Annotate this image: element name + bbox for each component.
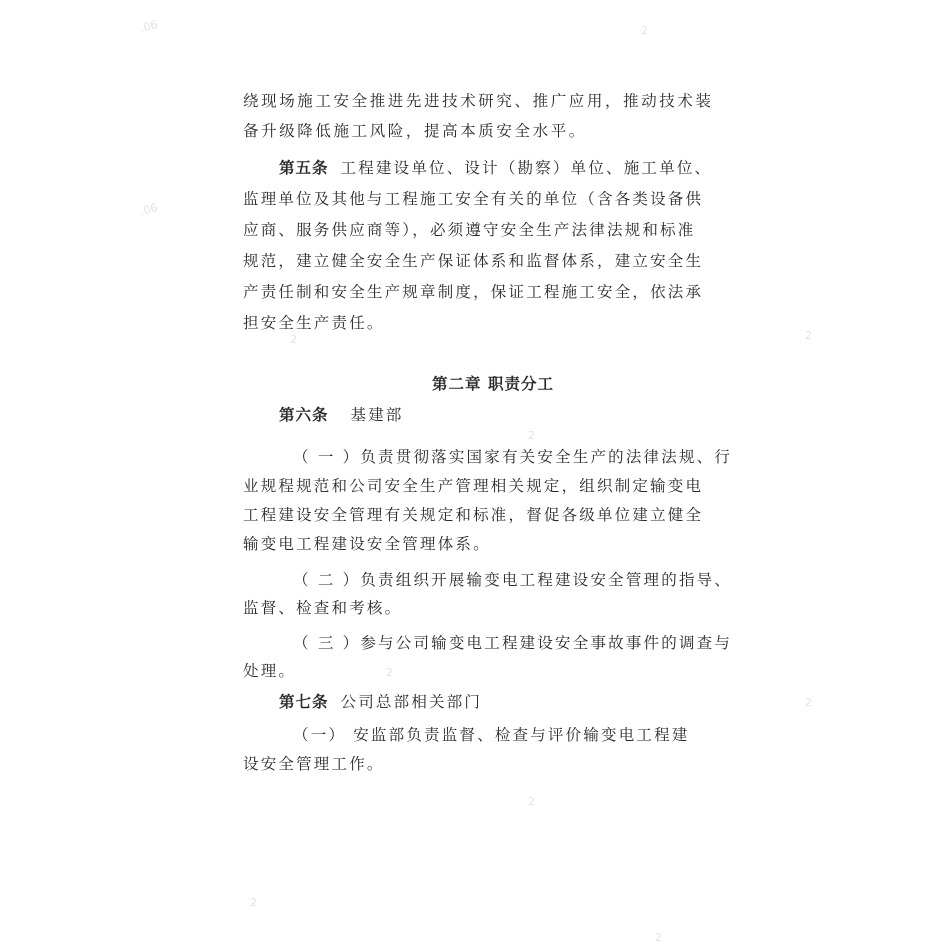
watermark-mark: 2 (250, 896, 257, 909)
article-6-item-2-line: （ 二 ）负责组织开展输变电工程建设安全管理的指导、 (293, 571, 733, 589)
chapter-title: 第二章 职责分工 (432, 375, 554, 393)
article-5-line: 监理单位及其他与工程施工安全有关的单位（含各类设备供 (243, 190, 704, 208)
watermark-mark: 2 (805, 329, 812, 342)
article-7-heading: 第七条 (279, 693, 329, 711)
article-7-item-1-line: 设安全管理工作。 (243, 755, 385, 773)
article-7-item-1-line: （一） 安监部负责监督、检查与评价输变电工程建 (293, 726, 690, 744)
article-5-line: 规范，建立健全安全生产保证体系和监督体系，建立安全生 (243, 252, 704, 270)
watermark-mark: .06 (138, 17, 159, 36)
article-5-line: 应商、服务供应商等），必须遵守安全生产法律法规和标准 (243, 221, 696, 239)
watermark-mark: 2 (641, 24, 648, 37)
paragraph-line: 绕现场施工安全推进先进技术研究、推广应用，推动技术装 (243, 92, 714, 110)
watermark-mark: 2 (528, 429, 535, 442)
article-6-item-1-line: （ 一 ）负责贯彻落实国家有关安全生产的法律法规、行 (293, 448, 733, 466)
article-6-item-1-line: 业规程规范和公司安全生产管理相关规定，组织制定输变电 (243, 477, 704, 495)
watermark-mark: 2 (655, 931, 662, 944)
article-6-first-line (279, 405, 719, 425)
paragraph-line: 备升级降低施工风险，提高本质安全水平。 (243, 122, 587, 140)
article-6-item-3-line: 处理。 (243, 662, 297, 680)
article-7-first-line (279, 692, 719, 712)
article-5-line: 产责任制和安全生产规章制度，保证工程施工安全，依法承 (243, 283, 704, 301)
watermark-mark: 2 (386, 666, 393, 679)
article-6-item-1-line: 工程建设安全管理有关规定和标准，督促各级单位建立健全 (243, 506, 704, 524)
article-6-item-1-line: 输变电工程建设安全管理体系。 (243, 535, 491, 553)
watermark-mark: 2 (528, 795, 535, 808)
article-5-text: 工程建设单位、设计（勘察）单位、施工单位、 (340, 159, 713, 177)
article-5-heading: 第五条 (279, 159, 329, 177)
article-6-title: 基建部 (350, 406, 404, 424)
watermark-mark: 2 (805, 696, 812, 709)
watermark-mark: .06 (138, 200, 159, 219)
article-5-line: 担安全生产责任。 (243, 314, 385, 332)
article-5-first-line (279, 158, 719, 178)
article-7-title: 公司总部相关部门 (340, 693, 483, 711)
article-6-heading: 第六条 (279, 406, 329, 424)
article-6-item-2-line: 监督、检查和考核。 (243, 599, 403, 617)
watermark-mark: 2 (290, 333, 297, 346)
article-6-item-3-line: （ 三 ）参与公司输变电工程建设安全事故事件的调查与 (293, 634, 733, 652)
